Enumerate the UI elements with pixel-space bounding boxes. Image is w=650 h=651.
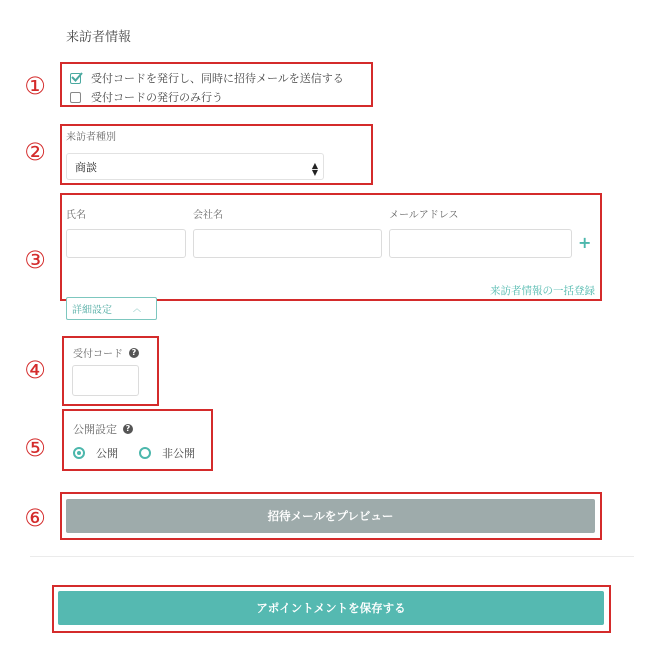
radio-public-label: 公開: [96, 447, 118, 460]
option-issue-only[interactable]: [70, 89, 223, 105]
reception-code-label: 受付コード: [73, 349, 123, 360]
email-input[interactable]: [389, 229, 572, 258]
chevron-up-icon: ︿: [133, 304, 141, 313]
visitor-type-select[interactable]: [66, 153, 324, 180]
radio-private-label: 非公開: [162, 447, 195, 460]
visitor-type-selected-value: 商談: [75, 160, 97, 174]
radio-public[interactable]: [73, 445, 118, 461]
bulk-register-link[interactable]: 来訪者情報の一括登録: [490, 285, 595, 297]
section-title: 来訪者情報: [66, 30, 132, 45]
checkbox-checked-icon[interactable]: [70, 73, 81, 84]
visibility-label-row: [73, 421, 133, 437]
select-arrows-icon: ▲ ▼: [311, 161, 318, 177]
detail-settings-label: 詳細設定: [72, 305, 112, 316]
visibility-label: 公開設定: [73, 423, 117, 436]
annotation-marker-3: ③: [24, 246, 46, 274]
radio-private[interactable]: [139, 445, 195, 461]
annotation-marker-5: ⑤: [24, 434, 46, 462]
preview-email-button[interactable]: 招待メールをプレビュー: [66, 499, 595, 533]
annotation-box-5: [62, 409, 213, 471]
plus-icon[interactable]: +: [578, 233, 592, 252]
annotation-marker-6: ⑥: [24, 504, 46, 532]
company-input[interactable]: [193, 229, 382, 258]
radio-unselected-icon[interactable]: [139, 447, 151, 459]
name-label: 氏名: [66, 210, 86, 221]
email-label: メールアドレス: [389, 210, 459, 221]
option-issue-only-label: 受付コードの発行のみ行う: [91, 91, 223, 104]
divider: [30, 556, 634, 557]
annotation-marker-4: ④: [24, 356, 46, 384]
name-input[interactable]: [66, 229, 186, 258]
company-label: 会社名: [193, 210, 223, 221]
question-icon[interactable]: ?: [123, 424, 133, 434]
reception-code-input[interactable]: [72, 365, 139, 396]
annotation-marker-2: ②: [24, 138, 46, 166]
reception-code-label-row: [73, 345, 139, 360]
visitor-type-label: 来訪者種別: [66, 132, 116, 143]
question-icon[interactable]: ?: [129, 348, 139, 358]
detail-settings-button[interactable]: [66, 297, 157, 320]
save-appointment-button[interactable]: アポイントメントを保存する: [58, 591, 604, 625]
option-issue-and-invite[interactable]: [70, 70, 344, 86]
option-issue-and-invite-label: 受付コードを発行し、同時に招待メールを送信する: [91, 72, 344, 85]
annotation-marker-1: ①: [24, 72, 46, 100]
checkbox-icon[interactable]: [70, 92, 81, 103]
radio-selected-icon[interactable]: [73, 447, 85, 459]
